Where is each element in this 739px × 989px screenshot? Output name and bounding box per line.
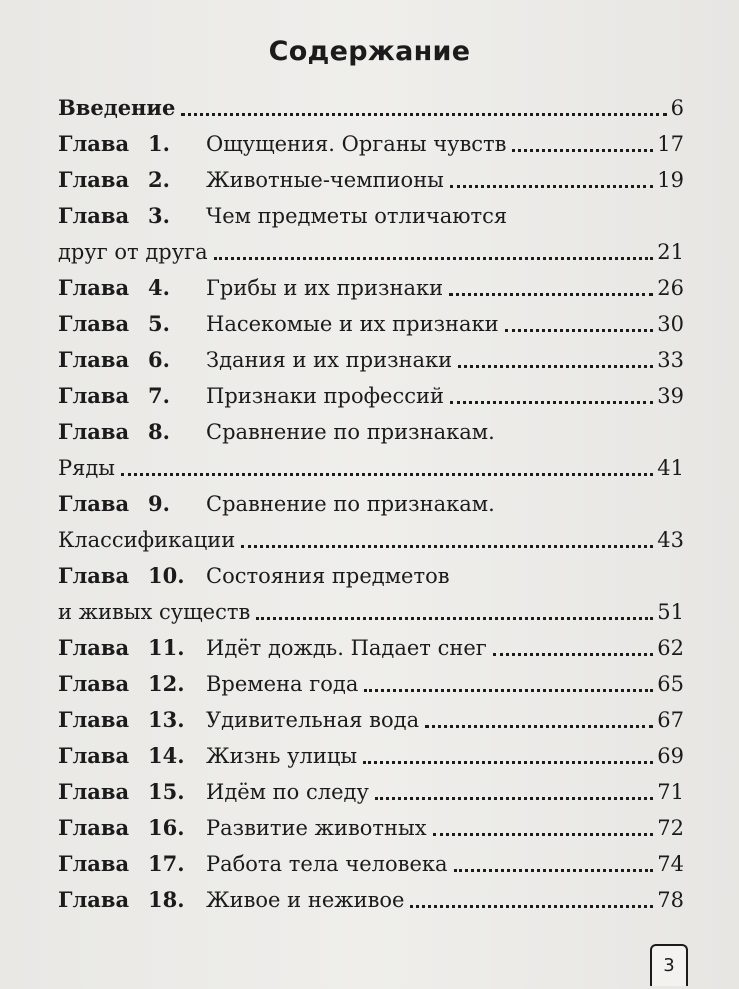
chapter-number: 16. [148, 815, 185, 840]
chapter-word: Глава [58, 671, 130, 696]
chapter-number: 12. [148, 671, 185, 696]
toc-entry-title: Живое и неживое [206, 888, 405, 912]
dot-leader [241, 545, 653, 548]
toc-page-number: 69 [657, 744, 684, 768]
toc-entry-title: Развитие животных [206, 816, 427, 840]
toc-entry-continuation [58, 450, 684, 486]
toc-entry [58, 126, 684, 162]
dot-leader [181, 113, 666, 116]
toc-page-number: 39 [657, 384, 684, 408]
chapter-word: Глава [58, 203, 130, 228]
dot-leader [410, 905, 653, 908]
chapter-number: 15. [148, 779, 185, 804]
chapter-word: Глава [58, 167, 130, 192]
dot-leader [493, 653, 654, 656]
chapter-word: Глава [58, 635, 130, 660]
chapter-word: Глава [58, 815, 130, 840]
toc-entry [58, 342, 684, 378]
dot-leader [458, 365, 653, 368]
chapter-number: 11. [148, 635, 185, 660]
chapter-word: Глава [58, 491, 130, 516]
toc-entry-title: Состояния предметов [206, 564, 450, 588]
chapter-number: 13. [148, 707, 185, 732]
toc-entry-title: Признаки профессий [206, 384, 444, 408]
chapter-word: Глава [58, 779, 130, 804]
toc-entry-continuation [58, 234, 684, 270]
toc-page-number: 6 [670, 96, 684, 120]
chapter-word: Глава [58, 419, 130, 444]
toc-entry-title: Идём по следу [206, 780, 369, 804]
dot-leader [364, 689, 653, 692]
toc-entry-title: Работа тела человека [206, 852, 448, 876]
chapter-word: Глава [58, 707, 130, 732]
chapter-number: 5. [148, 311, 170, 336]
toc-entry [58, 702, 684, 738]
chapter-word: Глава [58, 275, 130, 300]
dot-leader [256, 617, 653, 620]
toc-page-number: 71 [657, 780, 684, 804]
chapter-word: Глава [58, 131, 130, 156]
dot-leader [449, 293, 653, 296]
toc-entry [58, 774, 684, 810]
toc-entry [58, 486, 684, 522]
toc-entry-title: Сравнение по признакам. [206, 420, 495, 444]
toc-entry-title: Грибы и их признаки [206, 276, 444, 300]
toc-entry [58, 306, 684, 342]
chapter-word: Глава [58, 743, 130, 768]
toc-page-number: 72 [657, 816, 684, 840]
table-of-contents [58, 90, 684, 918]
toc-page-number: 65 [657, 672, 684, 696]
chapter-number: 9. [148, 491, 170, 516]
chapter-number: 17. [148, 851, 185, 876]
toc-page-number: 62 [657, 636, 684, 660]
toc-entry-title: Введение [58, 95, 176, 120]
toc-entry [58, 846, 684, 882]
toc-entry [58, 558, 684, 594]
toc-entry-title: Идёт дождь. Падает снег [206, 636, 487, 660]
toc-entry [58, 414, 684, 450]
dot-leader [505, 329, 654, 332]
toc-entry-title: Жизнь улицы [206, 744, 358, 768]
toc-entry-title-cont: и живых существ [58, 600, 251, 624]
toc-entry-title: Ощущения. Органы чувств [206, 132, 507, 156]
chapter-number: 18. [148, 887, 185, 912]
toc-entry-continuation [58, 522, 684, 558]
toc-entry [58, 810, 684, 846]
chapter-number: 8. [148, 419, 170, 444]
toc-page-number: 26 [657, 276, 684, 300]
dot-leader [512, 149, 653, 152]
dot-leader [433, 833, 654, 836]
toc-page-number: 19 [657, 168, 684, 192]
toc-entry [58, 666, 684, 702]
toc-entry-title: Здания и их признаки [206, 348, 453, 372]
toc-entry-continuation [58, 594, 684, 630]
chapter-word: Глава [58, 563, 130, 588]
chapter-number: 10. [148, 563, 185, 588]
dot-leader [363, 761, 653, 764]
chapter-number: 6. [148, 347, 170, 372]
toc-page-number: 21 [657, 240, 684, 264]
toc-page-number: 33 [657, 348, 684, 372]
dot-leader [214, 257, 654, 260]
chapter-word: Глава [58, 347, 130, 372]
toc-entry [58, 630, 684, 666]
page-title: Содержание [268, 36, 471, 67]
toc-page-number: 78 [657, 888, 684, 912]
toc-page-number: 67 [657, 708, 684, 732]
toc-entry [58, 882, 684, 918]
toc-page-number: 17 [657, 132, 684, 156]
toc-entry-title: Удивительная вода [206, 708, 420, 732]
dot-leader [375, 797, 653, 800]
chapter-number: 7. [148, 383, 170, 408]
toc-entry-title-cont: Классификации [58, 528, 236, 552]
dot-leader [121, 473, 653, 476]
chapter-word: Глава [58, 851, 130, 876]
toc-entry-title: Насекомые и их признаки [206, 312, 499, 336]
chapter-word: Глава [58, 311, 130, 336]
chapter-word: Глава [58, 383, 130, 408]
chapter-number: 3. [148, 203, 170, 228]
toc-entry-title-cont: Ряды [58, 456, 116, 480]
toc-entry [58, 270, 684, 306]
toc-entry [58, 162, 684, 198]
dot-leader [425, 725, 653, 728]
chapter-number: 1. [148, 131, 170, 156]
dot-leader [450, 401, 653, 404]
toc-entry [58, 378, 684, 414]
toc-page-number: 30 [657, 312, 684, 336]
toc-entry [58, 198, 684, 234]
toc-page-number: 41 [657, 456, 684, 480]
toc-page-number: 74 [657, 852, 684, 876]
toc-entry-title: Времена года [206, 672, 359, 696]
toc-page-number: 51 [657, 600, 684, 624]
chapter-number: 4. [148, 275, 170, 300]
toc-entry [58, 90, 684, 126]
chapter-number: 2. [148, 167, 170, 192]
toc-entry-title: Чем предметы отличаются [206, 204, 508, 228]
chapter-number: 14. [148, 743, 185, 768]
chapter-word: Глава [58, 887, 130, 912]
dot-leader [450, 185, 653, 188]
toc-entry-title: Сравнение по признакам. [206, 492, 495, 516]
dot-leader [454, 869, 654, 872]
toc-entry [58, 738, 684, 774]
toc-entry-title: Животные-чемпионы [206, 168, 444, 192]
toc-page-number: 43 [657, 528, 684, 552]
page-number: 3 [650, 944, 688, 986]
toc-entry-title-cont: друг от друга [58, 240, 208, 264]
